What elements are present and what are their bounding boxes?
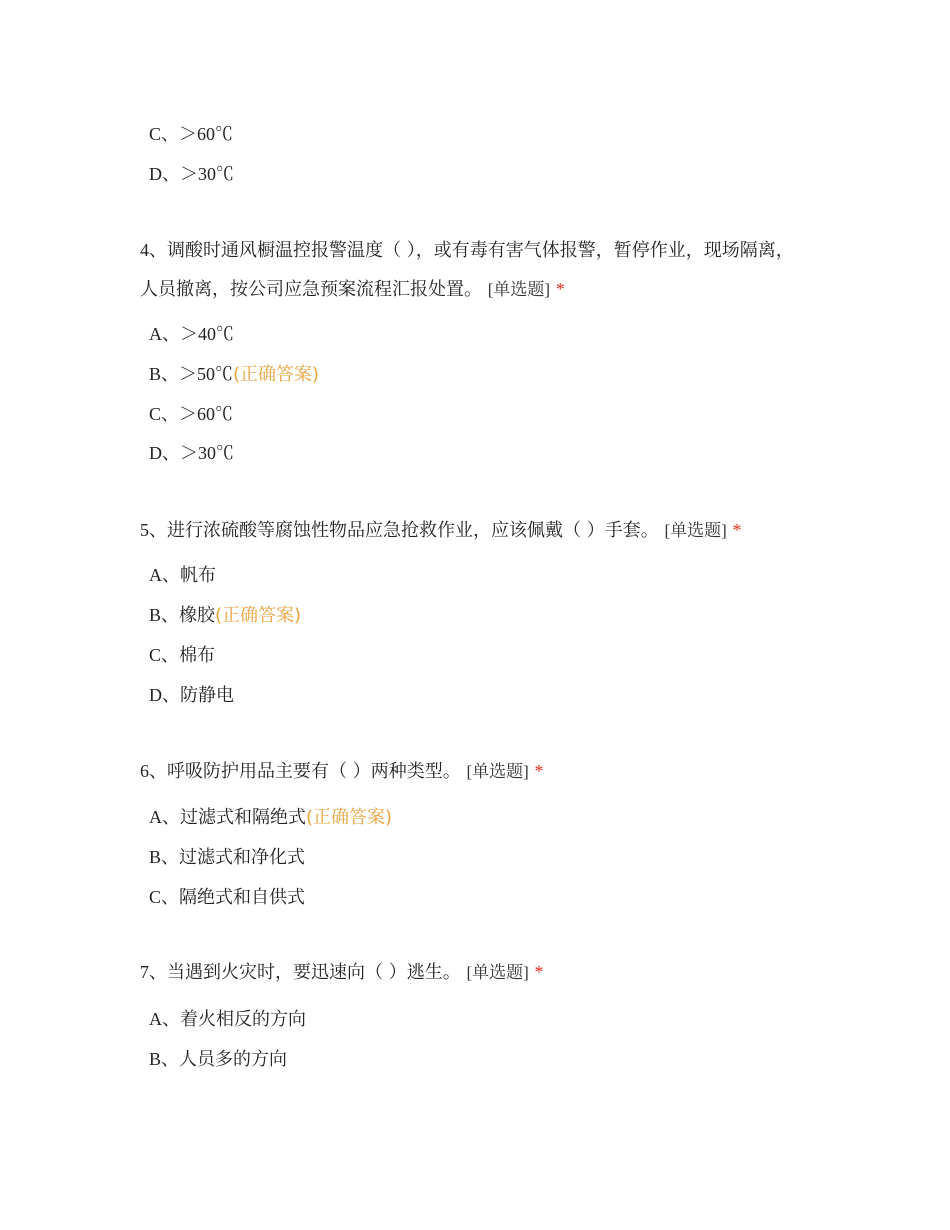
option-text: ＞30℃ bbox=[180, 164, 234, 184]
option-text: 帆布 bbox=[180, 565, 216, 586]
q3-option-c bbox=[149, 121, 233, 147]
required-mark: * bbox=[732, 520, 742, 540]
option-letter: D bbox=[149, 164, 162, 184]
q4-option-c bbox=[149, 401, 233, 427]
option-text: 过滤式和净化式 bbox=[179, 847, 306, 868]
q4-option-d bbox=[149, 440, 234, 466]
question-text: 调酸时通风橱温控报警温度（ ），或有毒有害气体报警，暂停作业，现场隔离，人员撤离，按公司应急预案流程汇报处置。 bbox=[140, 240, 794, 300]
option-separator: 、 bbox=[162, 1009, 180, 1030]
option-letter: C bbox=[149, 404, 162, 424]
question-text: 进行浓硫酸等腐蚀性物品应急抢救作业，应该佩戴（ ）手套。 bbox=[167, 520, 659, 541]
option-letter: C bbox=[149, 124, 162, 144]
option-text: 防静电 bbox=[180, 685, 234, 706]
question-text: 当遇到火灾时，要迅速向（ ）逃生。 bbox=[167, 962, 461, 983]
option-separator: 、 bbox=[161, 645, 180, 666]
option-letter: D bbox=[149, 443, 162, 463]
question-number: 4 bbox=[140, 240, 149, 260]
option-separator: 、 bbox=[161, 1049, 180, 1070]
q4-option-b bbox=[149, 361, 319, 387]
option-letter: C bbox=[149, 645, 162, 665]
question-4-title bbox=[140, 231, 810, 309]
option-separator: 、 bbox=[162, 164, 180, 185]
q6-option-a bbox=[149, 804, 392, 830]
question-separator: 、 bbox=[149, 240, 167, 261]
option-separator: 、 bbox=[161, 404, 180, 425]
q6-option-c bbox=[149, 884, 305, 910]
question-type: [单选题] bbox=[466, 963, 529, 982]
option-text: 着火相反的方向 bbox=[180, 1009, 306, 1030]
option-separator: 、 bbox=[161, 605, 180, 626]
correct-answer-mark: (正确答案) bbox=[215, 605, 302, 626]
required-mark: * bbox=[534, 761, 544, 781]
option-text: 人员多的方向 bbox=[179, 1049, 288, 1070]
q4-option-a bbox=[149, 321, 234, 347]
option-letter: D bbox=[149, 685, 162, 705]
question-type: [单选题] bbox=[487, 280, 551, 299]
question-type: [单选题] bbox=[466, 762, 529, 781]
option-text: 隔绝式和自供式 bbox=[179, 887, 306, 908]
option-letter: C bbox=[149, 887, 162, 907]
option-letter: B bbox=[149, 1049, 162, 1069]
question-number: 6 bbox=[140, 761, 149, 781]
q5-option-c bbox=[149, 642, 215, 668]
question-number: 5 bbox=[140, 520, 149, 540]
q7-option-b bbox=[149, 1046, 287, 1072]
question-separator: 、 bbox=[149, 761, 167, 782]
option-text: 棉布 bbox=[179, 645, 216, 666]
option-separator: 、 bbox=[162, 324, 180, 345]
option-letter: A bbox=[149, 807, 162, 827]
option-separator: 、 bbox=[162, 565, 180, 586]
option-separator: 、 bbox=[161, 364, 180, 385]
question-separator: 、 bbox=[149, 520, 167, 541]
correct-answer-mark: (正确答案) bbox=[233, 364, 320, 385]
q7-option-a bbox=[149, 1006, 306, 1032]
question-7-title bbox=[140, 953, 810, 992]
option-separator: 、 bbox=[161, 887, 180, 908]
correct-answer-mark: (正确答案) bbox=[306, 807, 393, 828]
q6-option-b bbox=[149, 844, 305, 870]
option-separator: 、 bbox=[162, 685, 180, 706]
question-text: 呼吸防护用品主要有（ ）两种类型。 bbox=[167, 761, 461, 782]
option-letter: B bbox=[149, 847, 162, 867]
question-5-title bbox=[140, 511, 810, 550]
question-separator: 、 bbox=[149, 962, 167, 983]
option-separator: 、 bbox=[162, 443, 180, 464]
question-6-title bbox=[140, 752, 810, 791]
required-mark: * bbox=[534, 962, 544, 982]
option-text: ＞30℃ bbox=[180, 443, 234, 463]
q5-option-a bbox=[149, 562, 216, 588]
option-letter: B bbox=[149, 605, 162, 625]
option-letter: A bbox=[149, 565, 162, 585]
option-text: ＞40℃ bbox=[180, 324, 234, 344]
required-mark: * bbox=[555, 279, 565, 299]
option-letter: B bbox=[149, 364, 162, 384]
q5-option-b bbox=[149, 602, 301, 628]
option-separator: 、 bbox=[162, 807, 180, 828]
option-letter: A bbox=[149, 1009, 162, 1029]
q3-option-d bbox=[149, 161, 234, 187]
option-text: ＞60℃ bbox=[179, 124, 234, 144]
question-type: [单选题] bbox=[664, 521, 727, 540]
option-separator: 、 bbox=[161, 847, 180, 868]
option-text: ＞60℃ bbox=[179, 404, 234, 424]
q5-option-d bbox=[149, 682, 234, 708]
option-separator: 、 bbox=[161, 124, 180, 145]
option-text: 橡胶 bbox=[179, 605, 216, 626]
option-text: ＞50℃ bbox=[179, 364, 234, 384]
option-letter: A bbox=[149, 324, 162, 344]
question-number: 7 bbox=[140, 962, 149, 982]
option-text: 过滤式和隔绝式 bbox=[180, 807, 306, 828]
